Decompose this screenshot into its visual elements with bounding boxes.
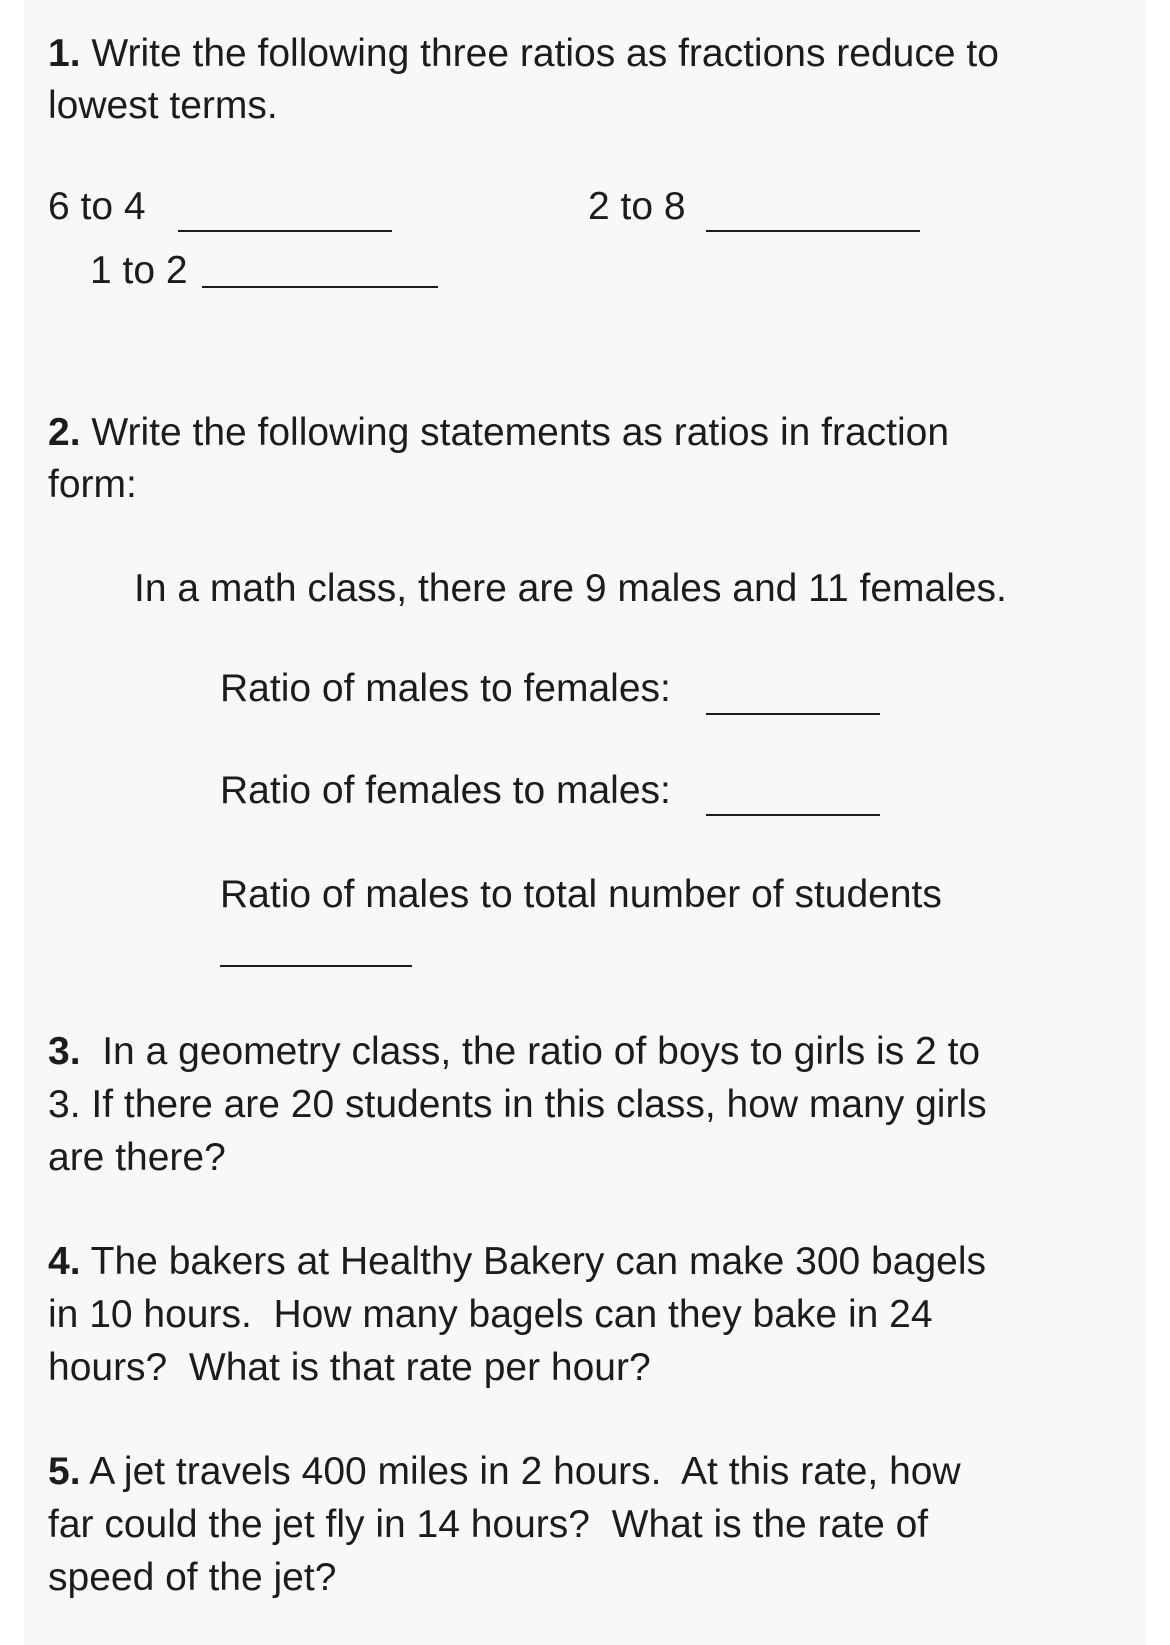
q3-line-2: 3. If there are 20 students in this class, how many girls [48,1083,987,1126]
q2-context: In a math class, there are 9 males and 11 females. [134,567,1007,610]
q1-item-2-to-8: 2 to 8 [588,185,686,228]
q5-number: 5. [48,1450,81,1493]
q1-item-6-to-4: 6 to 4 [48,185,146,228]
q2-prompt-females-to-males: Ratio of females to males: [220,769,671,812]
q1-item-1-to-2: 1 to 2 [90,249,188,292]
q5-line-1 [48,1445,961,1499]
q2-answer-blank-3[interactable] [220,965,412,967]
q2-number: 2. [48,411,81,454]
q2-prompt-males-to-total: Ratio of males to total number of students [220,873,942,916]
q1-answer-blank-1[interactable] [178,230,392,232]
worksheet [24,0,1146,1645]
q2-line-2: form: [48,463,137,506]
q1-line-1 [48,27,999,81]
q5-line-3: speed of the jet? [48,1556,337,1599]
q4-line-2: in 10 hours. How many bagels can they bake in 24 [48,1293,933,1336]
q2-text-1: Write the following statements as ratios in fraction [80,411,950,454]
q4-text-1: The bakers at Healthy Bakery can make 300 bagels [80,1240,986,1283]
q3-text-1: In a geometry class, the ratio of boys to girls is 2 to [80,1030,981,1073]
q1-line-2: lowest terms. [48,84,278,127]
q2-line-1 [48,406,949,460]
q3-line-3: are there? [48,1136,226,1179]
q5-text-1: A jet travels 400 miles in 2 hours. At this rate, how [80,1450,961,1493]
q1-answer-blank-3[interactable] [202,286,438,288]
q1-answer-blank-2[interactable] [706,230,920,232]
q2-answer-blank-2[interactable] [706,814,880,816]
q4-number: 4. [48,1240,81,1283]
q3-number: 3. [48,1030,81,1073]
q4-line-1 [48,1235,986,1289]
q2-answer-blank-1[interactable] [706,713,880,715]
q1-text-1: Write the following three ratios as fractions reduce to [80,32,999,75]
q4-line-3: hours? What is that rate per hour? [48,1346,651,1389]
q1-number: 1. [48,32,81,75]
q3-line-1 [48,1025,980,1079]
q2-prompt-males-to-females: Ratio of males to females: [220,667,671,710]
q5-line-2: far could the jet fly in 14 hours? What is the rate of [48,1503,929,1546]
